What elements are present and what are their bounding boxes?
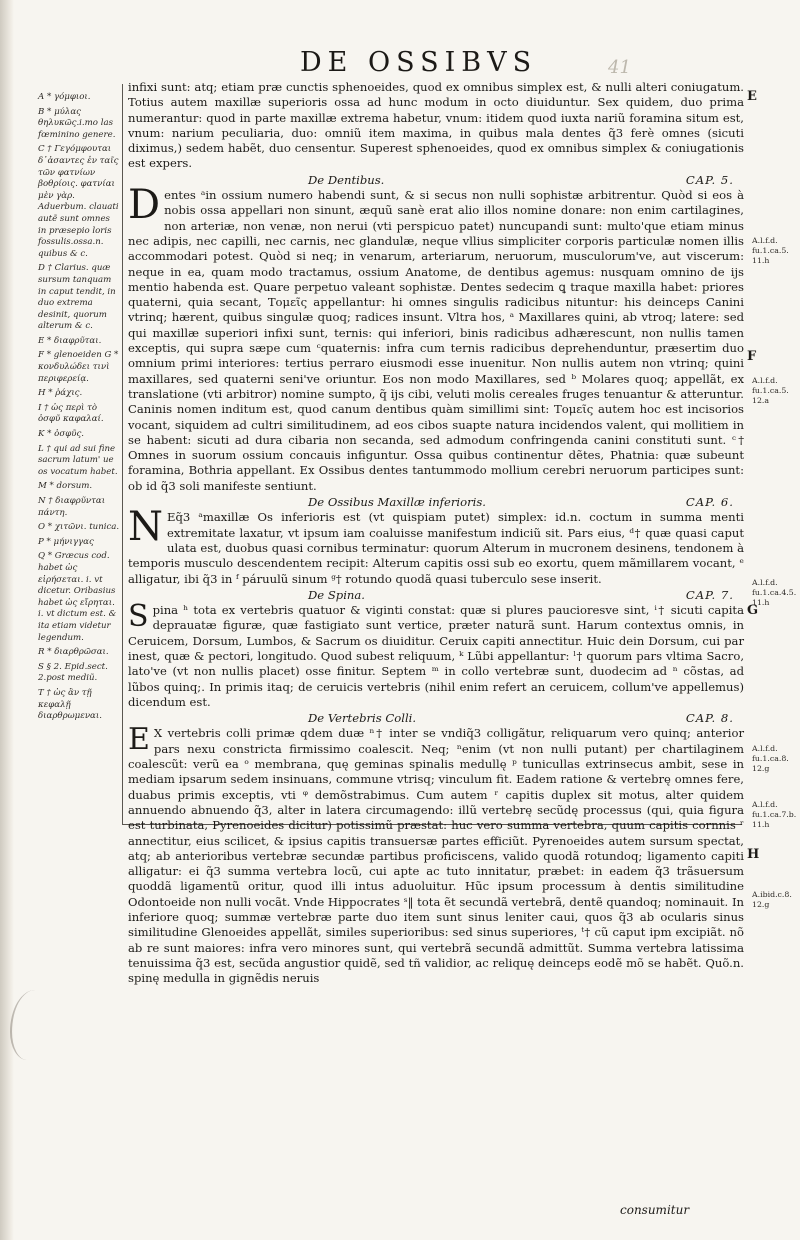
drop-initial: S (128, 599, 149, 635)
margin-note: C † Γεγόμφουται δ᾽ἀσαντες ἐν ταῖς τῶν φατνίων βοθρίοις. φατνίαι μὲν γὰρ. Aduerbum. clauati autẽ sunt omnes in præsepio loris fossulis.ossa.n. quibus & c. (38, 144, 122, 259)
paragraph-text: entes ᵃin ossium numero habendi sunt, & si secus non nulli sophistæ arbitrentur. Quòd si eos à nobis ossa appellari non sinunt, æquũ sanè erat alio illos nomine donare: non enim cartilagines, non arteriæ, non venæ, non nerui (vti perspicuo patet) nuncupandi sunt: multo'que etiam minus nec adipis, nec capilli, nec carnis, nec glandulæ, neque vllius simpliciter corporis particulæ nomen illis accommodari potest. Quòd si neq; in venarum, arteriarum, neruorum, musculorum've, aut viscerum: neque in ea, quam modo tractamus, ossium Anatome, de dentibus agemus: nusquam omnino de ijs mentio habenda est. Quare perpetuo valeant sophistæ. Dentes sedecim ꝗ traque maxilla habet: priores quaterni, quia secant, Τομεῖς appellantur: hi omnes singulis radicibus nituntur: his deinceps Canini vtrinq; hærent, quibus singulæ quoq; radices insunt. Vltra hos, ᵃ Maxillares quini, ab vtroq; latere: sed qui maxillæ superiori infixi sunt, ternis: qui inferiori, binis radicibus adhærescunt, non nullis tamen exceptis, qui supra sæpe cum ᶜquaternis: infra cum ternis radicibus deprehenduntur, præsertim duo omnium primi interiores: tertius perraro eiusmodi esse inuenitur. Non nullis autem non vtrinq; quini maxillares, sed quaterni seni've oriuntur. Eos non modo Maxillares, sed ᵇ Molares quoq; appellãt, ex translatione (vti arbitror) nomine sumpto, q̃ ijs cibi, veluti molis cereales fruges tenuantur & atteruntur. Caninis nomen inditum est, quod canum dentibus quàm simillimi sint: Τομεῖς autem hoc est incisorios vocant, siquidem ad cultri similitudinem, ad eos cibos suapte natura incidendos valent, qui mollitiem in se habent: sicuti ad dura cibaria non secanda, sed admodum confringenda canini constituti sunt. ᶜ† Omnes in suorum ossium concauis infiguntur. Ossa quibus continentur dẽtes, Phatnia: quæ subeunt foramina, Bothria appellant. Ex Ossibus dentes tantummodo mollium cerebri neruorum participes sunt: ob id q̃3 soli manifeste sentiunt. (128, 188, 744, 493)
margin-note: K * ὀσφῦς. (38, 429, 85, 440)
side-letter-mark: F (747, 349, 757, 364)
right-margin-reference: A.l.f.d. fu.1.ca.5. 11.h (752, 236, 792, 265)
right-margin-reference: A.l.f.d. fu.1.ca.7.b. 11.h (752, 800, 799, 829)
margin-note: A * γόμφιοι. (38, 92, 91, 102)
catchword: consumitur (620, 1203, 690, 1217)
margin-note: Q * Græcus cod. habet ὡς εἰρήσεται. i. vt dicetur. Oribasius habet ὡς εἴρηται. i. vt dictum est. & ita etiam videtur legendum. (38, 551, 119, 643)
drop-initial: E (128, 722, 150, 758)
chapter-number: CAP. 7. (685, 587, 734, 602)
right-margin-reference: A.l.f.d. fu.1.ca.8. 12.g (752, 744, 792, 773)
chapter-title: De Vertebris Colli. (308, 711, 417, 726)
page-title: DE OSSIBVS (300, 47, 538, 78)
body-paragraph (128, 182, 744, 494)
chapter-number: CAP. 8. (685, 711, 734, 726)
right-margin-reference: A.l.f.d. fu.1.ca.5. 12.a (752, 376, 792, 405)
paragraph-text: pina ʰ tota ex vertebris quatuor & viginti constat: quæ si plures paucioresve sint, ⁱ† sicuti capita deprauatæ figuræ, quæ fastigiato sunt vertice, præter naturã sunt. Harum contextus omnis, in Ceruicem, Dorsum, Lumbos, & Sacrum os diuiditur. Ceruix capiti annectitur. Huic dein Dorsum, cui par inest, quæ & pectori, longitudo. Quod subest reliquum, ᵏ Lũbi appellantur: ˡ† quorum pars vltima Sacro, lato've (vt non nullis placet) osse finitur. Septem ᵐ in collo vertebræ sunt, duodecim ad ⁿ cõstas, ad lũbos quinq;. In primis itaq; de ceruicis vertebris (nihil enim refert an ceruicem, collum've appellemus) dicendum est. (128, 603, 744, 709)
side-letter-mark: G (747, 603, 759, 618)
margin-note: M * dorsum. (38, 481, 93, 492)
margin-rule-vertical (122, 84, 123, 824)
right-margin-reference: A.l.f.d. fu.1.ca.4.5. 11.h (752, 578, 799, 607)
chapter-title: De Ossibus Maxillæ inferioris. (308, 495, 486, 510)
side-letter-mark: H (747, 847, 760, 862)
page-binding-shadow (0, 0, 14, 1240)
chapter-title: De Dentibus. (308, 172, 385, 187)
margin-note: B * μύλας θηλυκῶς.i.mo las fœminino genere. (38, 106, 116, 140)
faint-page-mark: 41 (608, 57, 631, 78)
margin-note: H * ῥάχις. (38, 388, 83, 399)
margin-note: I † ὡς περὶ τὸ ὀσφῦ καφαλαί. (38, 402, 104, 425)
margin-note: E * διαφρῦται. (38, 335, 102, 346)
chapter-heading (128, 588, 744, 603)
chapter-heading (128, 711, 744, 726)
drop-initial: D (128, 182, 161, 229)
main-text-column (128, 80, 744, 988)
body-paragraph (128, 722, 744, 986)
left-margin-notes (38, 92, 120, 726)
page-smudge (10, 990, 52, 1060)
chapter-number: CAP. 5. (685, 172, 734, 187)
margin-note: O * χιτῶνι. tunica. (38, 522, 120, 533)
margin-note: L † qui ad sui fine sacrum latum' ue os vocatum habet. (38, 443, 118, 477)
margin-note: F * glenoeiden G * κονδυλώδει τινὶ περιφερείᾳ. (38, 350, 122, 384)
body-paragraph (128, 599, 744, 710)
chapter-title: De Spina. (308, 587, 365, 602)
margin-note: P * μήνιγγας (38, 536, 94, 547)
margin-note: R * διαρθρῶσαι. (38, 647, 109, 658)
margin-note: T † ὡς ἂν τῇ κεφαλῇ διαρθρωμεναι. (38, 687, 102, 722)
margin-note: S § 2. Epid.sect. 2.post mediũ. (38, 661, 111, 684)
side-letter-mark: E (747, 89, 757, 104)
body-paragraph: infixi sunt: atq; etiam præ cunctis sphenoeides, quod ex omnibus simplex est, & nulli alteri coniugatum. Totius autem maxillæ superioris ossa ad hunc modum in octo diuiduntur. Sex quidem, duo prima numerantur: quod in parte maxillæ extrema habetur, vnum: itidem quod iuxta nariũ foramina situm est, vnum: narium peculiaria, duo: omniũ item maxima, in quibus mala dentes q̃3 ferè omnes (sicuti diximus,) sedem habẽt, duo censentur. Superest sphenoeides, quod ex omnibus simplex & coniugationis est expers. (128, 80, 744, 171)
margin-note: N † διαφρῦνται πάντη. (38, 496, 108, 518)
drop-initial: N (128, 504, 163, 551)
paragraph-text: X vertebris colli primæ qdem duæ ⁿ† inter se vndiq̃3 colligãtur, reliquarum vero quinq; anterior pars nexu constricta firmissimo coalescit. Neq; ⁿenim (vt non nulli putant) per chartilaginem coalescũt: verũ ea ᵒ membrana, quę geminas spinalis medullę ᵖ tunicullas extrinsecus ambit, sese in mediam ipsarum sedem insinuans, commune vtrisq; vinculum fit. Eadem ratione & vertebrę omnes fere, duabus primis exceptis, vti ᵠ demõstrabimus. Cum autem ʳ capitis duplex sit motus, alter quidem annuendo abnuendo q̃3, alter in latera circumagendo: illũ vertebrę secũdę processus (qui, quia figura est turbinata, Pyrenoeides dicitur) potissimũ præstat: huc vero summa vertebra, quum capitis cornnis ʳ annectitur, eius scilicet, & ipsius capitis transuersæ partes efficiũt. Pyrenoeides autem sursum spectat, atq; ab anterioribus vertebræ secundæ partibus proficiscens, valido quodã rotundoq; ligamento capiti alligatur: ei q̃3 summa vertebra locũ, cui apte ac tuto innitatur, præbet: in eadem q̃3 trãsuersum quoddã ligamentũ oritur, quod illi intus aduoluitur. Hũc ipsum processum à dentis similitudine Odontoeide non nulli vocãt. Vnde Hippocrates ˢ‖ tota ẽt secundã vertebrã, dentẽ quandoq; nominauit. In inferiore quoq; summæ vertebræ parte duo item sunt sinus leniter caui, quos q̃3 ab ocularis sinus similitudine Glenoeides appellãt, similes superioribus: sed sinus superiores, ᵗ† cũ caput ipm excipiãt. nõ ab re sunt maiores: infra vero minores sunt, qui vertebrã secundã admittũt. Summa vertebra latissima tenuissima q̃3 est, secũda angustior quidẽ, sed tñ validior, ac reliquę deinceps eodẽ mõ se habẽt. Quõ.n. spinę medulla in gignẽdis neruis (128, 726, 744, 986)
margin-note: D † Clarius. quæ sursum tanquam in caput tendit, in duo extrema desinit, quorum alterum & c. (38, 263, 119, 332)
chapter-number: CAP. 6. (685, 495, 734, 510)
chapter-heading (128, 495, 744, 510)
paragraph-text: Eq̃3 ᵃmaxillæ Os inferioris est (vt quispiam putet) simplex: id.n. coctum in summa menti extremitate laxatur, vt ipsum iam coaluisse manifestum indiciũ sit. Pars eius, ᵈ† quæ quasi caput ulata est, duobus quasi cornibus terminatur: quorum Alterum in mucronem desinens, tendonem à temporis musculo descendentem recipit: Alterum capitis ossi sub eo exortu, quem mãmillarem vocant, ᵉ alligatur, ibi q̃3 in ᶠ páruulũ sinum ᵍ† rotundo quodã quasi tuberculo sese inserit. (128, 510, 744, 586)
chapter-heading (128, 173, 744, 188)
right-margin-reference: A.ibid.c.8. 12.g (752, 890, 795, 909)
body-paragraph (128, 504, 744, 586)
